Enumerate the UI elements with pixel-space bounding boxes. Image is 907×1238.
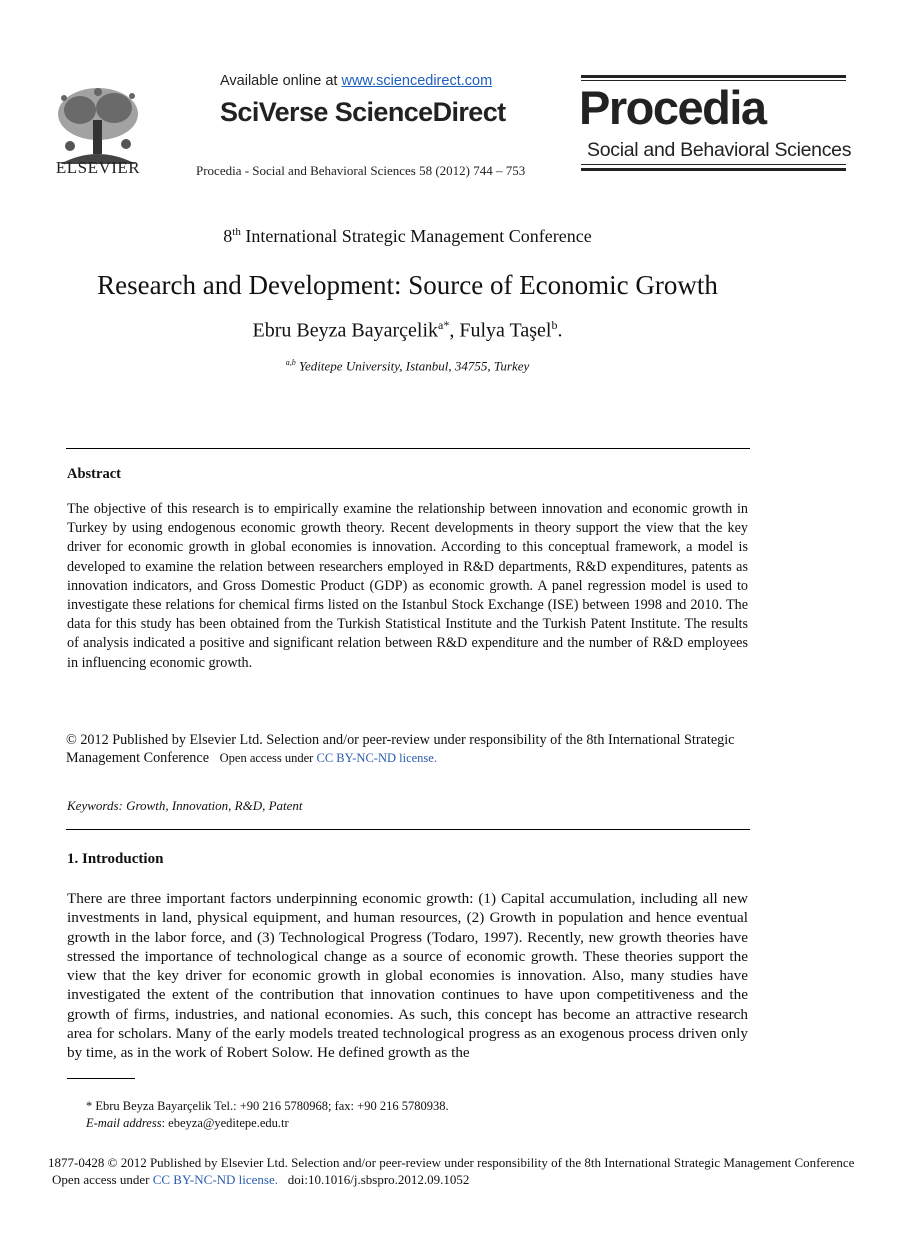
conference-name	[0, 226, 815, 247]
author-end: .	[557, 319, 563, 342]
section-heading-introduction: 1. Introduction	[67, 851, 164, 867]
introduction-text: There are three important factors underpinning economic growth: (1) Capital accumulation, including all new investments in land, physical equipment, and human resources, (2) Growth in population and hence eventual growth in the labor force, and (3) Technological Progress (Todaro, 1997). Recently, new growth theories have stressed the importance of technological change as a source of economic growth. These theories support the view that the key driver for economic growth in global economies is innovation. Also, many studies have investigated the extent of the contribution that innovation continues to have upon competitiveness and the growth of firms, industries, and national economies. As such, this concept has become an attractive research area for scholars. Many of the early models treated technological progress as an exogenous process driven only by time, as in the work of Robert Solow. He defined growth as the	[67, 890, 748, 1062]
copyright-text: © 2012 Published by Elsevier Ltd. Selection and/or peer-review under responsibility of the 8th International Strategic Management Conference	[66, 732, 735, 766]
abstract-heading: Abstract	[67, 466, 121, 482]
author-list	[0, 318, 815, 343]
availability-line	[220, 73, 492, 89]
author-1: Ebru Beyza Bayarçelik	[252, 319, 439, 342]
procedia-bottom-rule-thin	[581, 164, 846, 165]
paper-title: Research and Development: Source of Economic Growth	[97, 270, 718, 300]
affiliation	[0, 358, 815, 374]
conference-title-text: International Strategic Management Conference	[240, 226, 592, 246]
author-2: Fulya Taşel	[459, 319, 552, 342]
abstract-top-rule	[66, 448, 750, 449]
procedia-top-rule	[581, 75, 846, 78]
email-address: : ebeyza@yeditepe.edu.tr	[161, 1116, 289, 1130]
footnote-marker: *	[86, 1099, 96, 1113]
procedia-bottom-rule	[581, 168, 846, 171]
procedia-logo-title: Procedia	[579, 81, 766, 134]
availability-prefix: Available online at	[220, 73, 342, 89]
author-2-marker: b	[551, 318, 558, 332]
footer-license-link[interactable]: CC BY-NC-ND license.	[152, 1172, 279, 1187]
footnote-rule	[67, 1078, 135, 1079]
abstract-text: The objective of this research is to empirically examine the relationship between innovation and economic growth in Turkey by using endogenous economic growth theory. Recent developments in theory support the view that the key driver for economic growth in global economies is innovation. According to this conceptual framework, a model is developed to examine the relation between researchers employed in R&D departments, R&D expenditures, patents as innovation indicators, and Gross Domestic Product (GDP) as economic growth. A panel regression model is used to investigate these relations for chemical firms listed on the Istanbul Stock Exchange (ISE) between 1998 and 2010. The data for this study has been obtained from the Turkish Statistical Institute and the Turkish Patent Institute. The results of analysis indicated a positive and significant relation between R&D expenditure and the number of R&D employees in influencing economic growth.	[67, 501, 748, 671]
platform-wordmark: SciVerse ScienceDirect	[220, 97, 506, 127]
footer-license-line	[52, 1172, 469, 1188]
author-1-marker: a*	[438, 318, 450, 332]
license-link[interactable]: CC BY-NC-ND license.	[316, 750, 437, 765]
journal-citation: Procedia - Social and Behavioral Sciences 58 (2012) 744 – 753	[196, 163, 526, 178]
footnote-author-name: Ebru Beyza Bayarçelik	[95, 1099, 212, 1113]
affiliation-marker: a,b	[285, 358, 296, 367]
affiliation-text: Yeditepe University, Istanbul, 34755, Turkey	[295, 358, 530, 374]
publisher-wordmark: ELSEVIER	[55, 158, 141, 177]
copyright-notice	[66, 732, 766, 767]
footer-open-access-label: Open access under	[52, 1172, 153, 1187]
sciencedirect-link[interactable]: www.sciencedirect.com	[341, 73, 493, 89]
open-access-label: Open access under	[219, 750, 317, 765]
author-separator: ,	[449, 319, 460, 342]
keywords: Keywords: Growth, Innovation, R&D, Patent	[67, 798, 303, 813]
procedia-logo-subtitle: Social and Behavioral Sciences	[587, 139, 852, 161]
email-label: E-mail address	[86, 1116, 162, 1130]
footer-issn-line: 1877-0428 © 2012 Published by Elsevier Ltd. Selection and/or peer-review under responsibility of the 8th International Strategic Management Conference	[48, 1155, 855, 1170]
conference-number: 8	[223, 226, 233, 246]
corresponding-author-footnote	[86, 1099, 449, 1114]
footnote-contact: Tel.: +90 216 5780968; fax: +90 216 5780938.	[211, 1099, 449, 1113]
footer-doi: doi:10.1016/j.sbspro.2012.09.1052	[287, 1172, 470, 1187]
abstract-bottom-rule	[66, 829, 750, 830]
conference-ordinal: th	[232, 226, 241, 238]
email-footnote	[86, 1116, 289, 1131]
